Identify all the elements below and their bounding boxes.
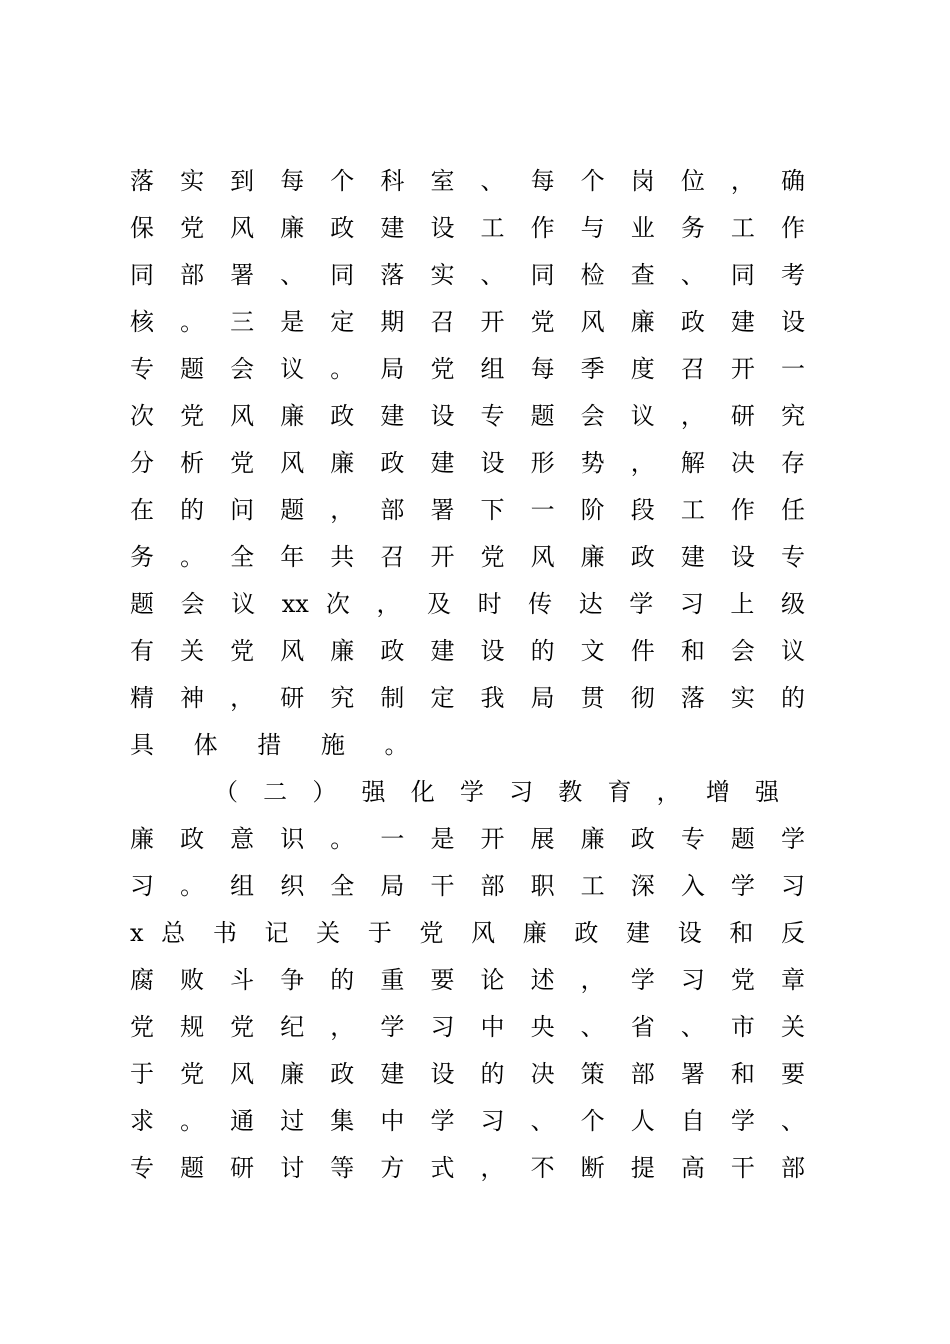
text-line: 核 。 三 是 定 期 召 开 党 风 廉 政 建 设 — [130, 308, 805, 336]
text-line: 落 实 到 每 个 科 室 、 每 个 岗 位 ， 确 — [130, 167, 805, 195]
text-line: 习 。 组 织 全 局 干 部 职 工 深 入 学 习 — [130, 872, 805, 900]
text-line: 专 题 会 议 。 局 党 组 每 季 度 召 开 一 — [130, 355, 805, 383]
text-line: x 总 书 记 关 于 党 风 廉 政 建 设 和 反 — [130, 919, 805, 947]
text-line: 保 党 风 廉 政 建 设 工 作 与 业 务 工 作 — [130, 214, 805, 242]
text-line: 有 关 党 风 廉 政 建 设 的 文 件 和 会 议 — [130, 637, 805, 665]
text-line: 在 的 问 题 ， 部 署 下 一 阶 段 工 作 任 — [130, 496, 805, 524]
text-line: 精 神 ， 研 究 制 定 我 局 贯 彻 落 实 的 — [130, 684, 805, 712]
text-line: 腐 败 斗 争 的 重 要 论 述 ， 学 习 党 章 — [130, 966, 805, 994]
text-line: 专 题 研 讨 等 方 式 ， 不 断 提 高 干 部 — [130, 1154, 805, 1182]
text-line: 题 会 议 xx 次 ， 及 时 传 达 学 习 上 级 — [130, 590, 805, 618]
text-line: 次 党 风 廉 政 建 设 专 题 会 议 ， 研 究 — [130, 402, 805, 430]
text-line: 于 党 风 廉 政 建 设 的 决 策 部 署 和 要 — [130, 1060, 805, 1088]
text-line: 同 部 署 、 同 落 实 、 同 检 查 、 同 考 — [130, 261, 805, 289]
body-text — [130, 158, 805, 1192]
text-line: 求 。 通 过 集 中 学 习 、 个 人 自 学 、 — [130, 1107, 805, 1135]
paragraph-end-line: 具 体 措 施 。 — [130, 731, 425, 759]
text-line: 务 。 全 年 共 召 开 党 风 廉 政 建 设 专 — [130, 543, 805, 571]
text-line: 党 规 党 纪 ， 学 习 中 央 、 省 、 市 关 — [130, 1013, 805, 1041]
section-heading: （ 二 ） 强 化 学 习 教 育 ， 增 强 — [214, 778, 779, 806]
text-line: 廉 政 意 识 。 一 是 开 展 廉 政 专 题 学 — [130, 825, 805, 853]
text-line: 分 析 党 风 廉 政 建 设 形 势 ， 解 决 存 — [130, 449, 805, 477]
